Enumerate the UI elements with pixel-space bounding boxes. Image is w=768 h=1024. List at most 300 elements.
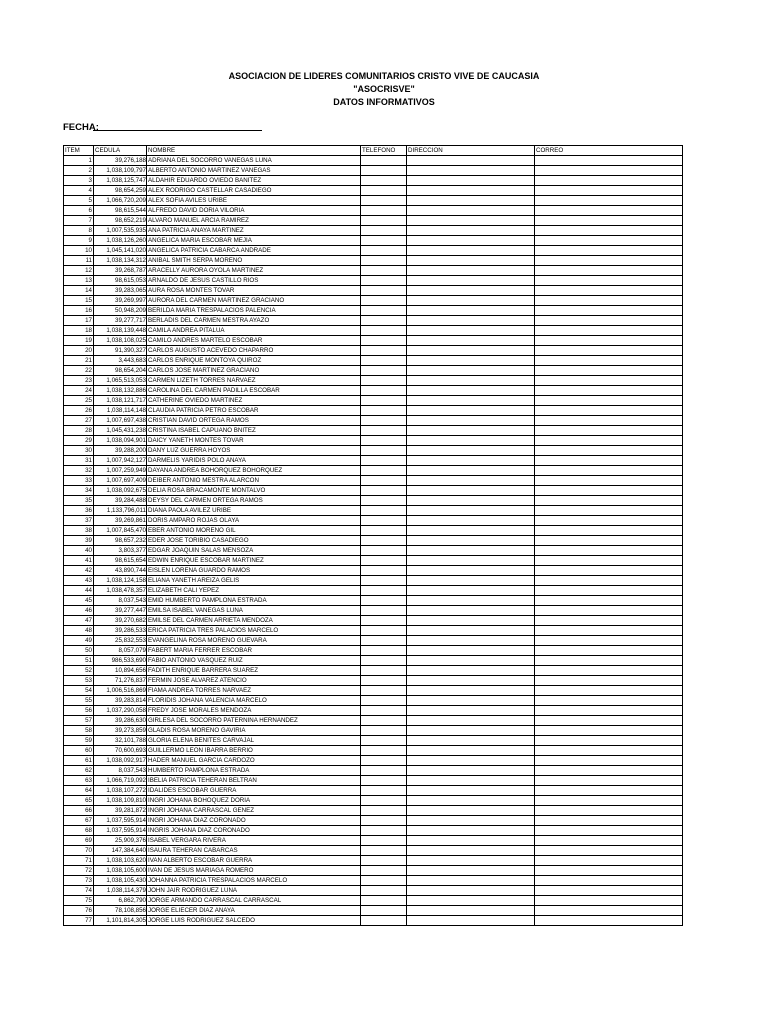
cell-telefono[interactable] — [361, 846, 407, 856]
cell-telefono[interactable] — [361, 736, 407, 746]
cell-correo[interactable] — [535, 226, 683, 236]
cell-direccion[interactable] — [407, 516, 535, 526]
cell-correo[interactable] — [535, 786, 683, 796]
cell-correo[interactable] — [535, 866, 683, 876]
cell-direccion[interactable] — [407, 916, 535, 926]
cell-telefono[interactable] — [361, 456, 407, 466]
cell-direccion[interactable] — [407, 216, 535, 226]
table-row — [64, 906, 683, 916]
cell-direccion[interactable] — [407, 306, 535, 316]
table-row — [64, 156, 683, 166]
cell-telefono[interactable] — [361, 396, 407, 406]
cell-telefono[interactable] — [361, 696, 407, 706]
cell-correo[interactable] — [535, 376, 683, 386]
cell-telefono[interactable] — [361, 536, 407, 546]
cell-direccion[interactable] — [407, 486, 535, 496]
fecha-field[interactable] — [93, 130, 262, 131]
cell-direccion[interactable] — [407, 766, 535, 776]
cell-direccion[interactable] — [407, 366, 535, 376]
cell-correo[interactable] — [535, 886, 683, 896]
cell-telefono[interactable] — [361, 306, 407, 316]
cell-correo[interactable] — [535, 666, 683, 676]
cell-nombre: CARLOS JOSE MARTINEZ GRACIANO — [147, 366, 361, 376]
cell-correo[interactable] — [535, 296, 683, 306]
cell-direccion[interactable] — [407, 656, 535, 666]
col-nombre: NOMBRE — [147, 146, 361, 156]
cell-direccion[interactable] — [407, 326, 535, 336]
cell-telefono[interactable] — [361, 206, 407, 216]
cell-direccion[interactable] — [407, 566, 535, 576]
cell-direccion[interactable] — [407, 896, 535, 906]
cell-correo[interactable] — [535, 386, 683, 396]
cell-direccion[interactable] — [407, 736, 535, 746]
cell-correo[interactable] — [535, 826, 683, 836]
cell-telefono[interactable] — [361, 356, 407, 366]
cell-nombre: ALEX RODRIGO CASTELLAR CASADIEGO — [147, 186, 361, 196]
cell-direccion[interactable] — [407, 726, 535, 736]
cell-direccion[interactable] — [407, 876, 535, 886]
cell-telefono[interactable] — [361, 466, 407, 476]
cell-correo[interactable] — [535, 316, 683, 326]
cell-direccion[interactable] — [407, 496, 535, 506]
cell-direccion[interactable] — [407, 616, 535, 626]
table-row — [64, 286, 683, 296]
cell-correo[interactable] — [535, 246, 683, 256]
cell-correo[interactable] — [535, 606, 683, 616]
cell-correo[interactable] — [535, 436, 683, 446]
cell-nombre: ANGELICA PATRICIA CABARCA ANDRADE — [147, 246, 361, 256]
cell-correo[interactable] — [535, 466, 683, 476]
cell-direccion[interactable] — [407, 906, 535, 916]
cell-correo[interactable] — [535, 276, 683, 286]
cell-telefono[interactable] — [361, 346, 407, 356]
cell-direccion[interactable] — [407, 536, 535, 546]
cell-correo[interactable] — [535, 236, 683, 246]
cell-cedula: 50,948,209 — [94, 306, 147, 316]
cell-telefono[interactable] — [361, 656, 407, 666]
cell-cedula: 1,007,697,438 — [94, 416, 147, 426]
cell-telefono[interactable] — [361, 336, 407, 346]
table-row — [64, 776, 683, 786]
cell-correo[interactable] — [535, 836, 683, 846]
table-row — [64, 396, 683, 406]
cell-direccion[interactable] — [407, 346, 535, 356]
cell-telefono[interactable] — [361, 636, 407, 646]
cell-correo[interactable] — [535, 326, 683, 336]
cell-correo[interactable] — [535, 216, 683, 226]
cell-correo[interactable] — [535, 256, 683, 266]
cell-telefono[interactable] — [361, 366, 407, 376]
cell-telefono[interactable] — [361, 646, 407, 656]
cell-direccion[interactable] — [407, 886, 535, 896]
cell-telefono[interactable] — [361, 226, 407, 236]
cell-correo[interactable] — [535, 186, 683, 196]
cell-telefono[interactable] — [361, 546, 407, 556]
cell-correo[interactable] — [535, 346, 683, 356]
col-cedula: CEDULA — [94, 146, 147, 156]
cell-direccion[interactable] — [407, 296, 535, 306]
cell-telefono[interactable] — [361, 676, 407, 686]
cell-direccion[interactable] — [407, 666, 535, 676]
cell-item: 19 — [64, 336, 94, 346]
cell-telefono[interactable] — [361, 156, 407, 166]
cell-cedula: 1,007,942,127 — [94, 456, 147, 466]
cell-cedula: 98,615,654 — [94, 556, 147, 566]
cell-correo[interactable] — [535, 416, 683, 426]
table-row — [64, 866, 683, 876]
cell-item: 8 — [64, 226, 94, 236]
cell-direccion[interactable] — [407, 866, 535, 876]
cell-direccion[interactable] — [407, 386, 535, 396]
cell-telefono[interactable] — [361, 286, 407, 296]
cell-direccion[interactable] — [407, 696, 535, 706]
table-row — [64, 356, 683, 366]
table-row — [64, 536, 683, 546]
table-row — [64, 596, 683, 606]
cell-telefono[interactable] — [361, 326, 407, 336]
cell-correo[interactable] — [535, 446, 683, 456]
cell-correo[interactable] — [535, 196, 683, 206]
cell-direccion[interactable] — [407, 436, 535, 446]
cell-telefono[interactable] — [361, 376, 407, 386]
cell-telefono[interactable] — [361, 866, 407, 876]
cell-telefono[interactable] — [361, 796, 407, 806]
cell-item: 52 — [64, 666, 94, 676]
table-row — [64, 826, 683, 836]
cell-direccion[interactable] — [407, 276, 535, 286]
cell-item: 27 — [64, 416, 94, 426]
cell-telefono[interactable] — [361, 476, 407, 486]
cell-correo[interactable] — [535, 636, 683, 646]
cell-telefono[interactable] — [361, 556, 407, 566]
cell-cedula: 1,038,108,025 — [94, 336, 147, 346]
cell-cedula: 1,038,092,675 — [94, 486, 147, 496]
cell-telefono[interactable] — [361, 216, 407, 226]
cell-telefono[interactable] — [361, 186, 407, 196]
cell-telefono[interactable] — [361, 826, 407, 836]
cell-telefono[interactable] — [361, 596, 407, 606]
cell-correo[interactable] — [535, 356, 683, 366]
cell-correo[interactable] — [535, 306, 683, 316]
cell-direccion[interactable] — [407, 816, 535, 826]
cell-cedula: 8,037,543 — [94, 596, 147, 606]
cell-correo[interactable] — [535, 366, 683, 376]
cell-direccion[interactable] — [407, 446, 535, 456]
cell-correo[interactable] — [535, 576, 683, 586]
cell-telefono[interactable] — [361, 756, 407, 766]
cell-telefono[interactable] — [361, 686, 407, 696]
cell-direccion[interactable] — [407, 586, 535, 596]
cell-cedula: 1,038,478,357 — [94, 586, 147, 596]
cell-direccion[interactable] — [407, 166, 535, 176]
table-row — [64, 326, 683, 336]
cell-direccion[interactable] — [407, 716, 535, 726]
cell-telefono[interactable] — [361, 386, 407, 396]
table-row — [64, 406, 683, 416]
cell-direccion[interactable] — [407, 406, 535, 416]
cell-correo[interactable] — [535, 506, 683, 516]
cell-correo[interactable] — [535, 746, 683, 756]
cell-correo[interactable] — [535, 766, 683, 776]
cell-direccion[interactable] — [407, 846, 535, 856]
cell-telefono[interactable] — [361, 276, 407, 286]
cell-cedula: 39,286,533 — [94, 626, 147, 636]
cell-cedula: 1,038,105,430 — [94, 876, 147, 886]
table-row — [64, 656, 683, 666]
cell-direccion[interactable] — [407, 626, 535, 636]
cell-telefono[interactable] — [361, 516, 407, 526]
cell-direccion[interactable] — [407, 646, 535, 656]
cell-direccion[interactable] — [407, 806, 535, 816]
cell-correo[interactable] — [535, 556, 683, 566]
cell-telefono[interactable] — [361, 626, 407, 636]
cell-telefono[interactable] — [361, 166, 407, 176]
cell-nombre: EDWIN ENRIQUE ESCOBAR MARTINEZ — [147, 556, 361, 566]
cell-correo[interactable] — [535, 456, 683, 466]
cell-nombre: EMILSA ISABEL VANEGAS LUNA — [147, 606, 361, 616]
cell-cedula: 39,281,872 — [94, 806, 147, 816]
cell-telefono[interactable] — [361, 566, 407, 576]
cell-correo[interactable] — [535, 406, 683, 416]
cell-nombre: CRISTIAN DAVID ORTEGA RAMOS — [147, 416, 361, 426]
cell-telefono[interactable] — [361, 526, 407, 536]
cell-direccion[interactable] — [407, 246, 535, 256]
cell-direccion[interactable] — [407, 606, 535, 616]
cell-direccion[interactable] — [407, 576, 535, 586]
cell-direccion[interactable] — [407, 206, 535, 216]
cell-direccion[interactable] — [407, 856, 535, 866]
cell-correo[interactable] — [535, 906, 683, 916]
table-row — [64, 196, 683, 206]
cell-telefono[interactable] — [361, 236, 407, 246]
cell-cedula: 39,286,630 — [94, 716, 147, 726]
cell-direccion[interactable] — [407, 706, 535, 716]
cell-direccion[interactable] — [407, 776, 535, 786]
cell-direccion[interactable] — [407, 476, 535, 486]
cell-direccion[interactable] — [407, 836, 535, 846]
cell-direccion[interactable] — [407, 786, 535, 796]
cell-telefono[interactable] — [361, 746, 407, 756]
cell-direccion[interactable] — [407, 416, 535, 426]
cell-correo[interactable] — [535, 426, 683, 436]
cell-direccion[interactable] — [407, 256, 535, 266]
cell-telefono[interactable] — [361, 906, 407, 916]
cell-correo[interactable] — [535, 286, 683, 296]
cell-direccion[interactable] — [407, 356, 535, 366]
cell-telefono[interactable] — [361, 406, 407, 416]
cell-correo[interactable] — [535, 856, 683, 866]
cell-correo[interactable] — [535, 776, 683, 786]
cell-item: 49 — [64, 636, 94, 646]
table-header-row — [64, 146, 683, 156]
cell-direccion[interactable] — [407, 636, 535, 646]
cell-nombre: ARACELLY AURORA OYOLA MARTINEZ — [147, 266, 361, 276]
cell-cedula: 98,654,259 — [94, 186, 147, 196]
cell-correo[interactable] — [535, 586, 683, 596]
cell-telefono[interactable] — [361, 486, 407, 496]
cell-item: 71 — [64, 856, 94, 866]
cell-nombre: CLAUDIA PATRICIA PETRO ESCOBAR — [147, 406, 361, 416]
cell-correo[interactable] — [535, 206, 683, 216]
cell-telefono[interactable] — [361, 836, 407, 846]
cell-correo[interactable] — [535, 656, 683, 666]
cell-nombre: EMILSE DEL CARMEN ARRIETA MENDOZA — [147, 616, 361, 626]
cell-correo[interactable] — [535, 876, 683, 886]
cell-telefono[interactable] — [361, 896, 407, 906]
cell-telefono[interactable] — [361, 496, 407, 506]
cell-item: 56 — [64, 706, 94, 716]
cell-direccion[interactable] — [407, 526, 535, 536]
cell-cedula: 1,066,720,209 — [94, 196, 147, 206]
cell-telefono[interactable] — [361, 776, 407, 786]
cell-nombre: DEYSY DEL CARMEN ORTEGA RAMOS — [147, 496, 361, 506]
cell-correo[interactable] — [535, 396, 683, 406]
cell-telefono[interactable] — [361, 246, 407, 256]
cell-direccion[interactable] — [407, 186, 535, 196]
table-row — [64, 176, 683, 186]
cell-correo[interactable] — [535, 336, 683, 346]
cell-telefono[interactable] — [361, 876, 407, 886]
table-row — [64, 856, 683, 866]
table-row — [64, 586, 683, 596]
cell-telefono[interactable] — [361, 296, 407, 306]
cell-telefono[interactable] — [361, 716, 407, 726]
cell-item: 45 — [64, 596, 94, 606]
cell-telefono[interactable] — [361, 616, 407, 626]
cell-cedula: 25,909,376 — [94, 836, 147, 846]
cell-correo[interactable] — [535, 696, 683, 706]
cell-direccion[interactable] — [407, 426, 535, 436]
cell-correo[interactable] — [535, 726, 683, 736]
cell-telefono[interactable] — [361, 766, 407, 776]
cell-item: 39 — [64, 536, 94, 546]
cell-correo[interactable] — [535, 806, 683, 816]
cell-correo[interactable] — [535, 536, 683, 546]
cell-correo[interactable] — [535, 646, 683, 656]
cell-correo[interactable] — [535, 736, 683, 746]
cell-correo[interactable] — [535, 896, 683, 906]
cell-direccion[interactable] — [407, 196, 535, 206]
cell-direccion[interactable] — [407, 176, 535, 186]
table-row — [64, 366, 683, 376]
cell-telefono[interactable] — [361, 586, 407, 596]
cell-cedula: 6,862,790 — [94, 896, 147, 906]
cell-correo[interactable] — [535, 596, 683, 606]
cell-direccion[interactable] — [407, 466, 535, 476]
cell-telefono[interactable] — [361, 266, 407, 276]
cell-correo[interactable] — [535, 626, 683, 636]
cell-direccion[interactable] — [407, 376, 535, 386]
cell-telefono[interactable] — [361, 436, 407, 446]
cell-direccion[interactable] — [407, 796, 535, 806]
cell-direccion[interactable] — [407, 286, 535, 296]
cell-telefono[interactable] — [361, 176, 407, 186]
cell-direccion[interactable] — [407, 456, 535, 466]
cell-cedula: 1,066,719,092 — [94, 776, 147, 786]
cell-correo[interactable] — [535, 566, 683, 576]
cell-telefono[interactable] — [361, 256, 407, 266]
cell-telefono[interactable] — [361, 886, 407, 896]
table-row — [64, 756, 683, 766]
cell-item: 38 — [64, 526, 94, 536]
cell-correo[interactable] — [535, 266, 683, 276]
cell-item: 57 — [64, 716, 94, 726]
cell-telefono[interactable] — [361, 196, 407, 206]
cell-direccion[interactable] — [407, 316, 535, 326]
cell-telefono[interactable] — [361, 916, 407, 926]
cell-item: 48 — [64, 626, 94, 636]
cell-correo[interactable] — [535, 496, 683, 506]
cell-telefono[interactable] — [361, 416, 407, 426]
cell-item: 51 — [64, 656, 94, 666]
cell-correo[interactable] — [535, 486, 683, 496]
cell-direccion[interactable] — [407, 506, 535, 516]
cell-correo[interactable] — [535, 156, 683, 166]
cell-correo[interactable] — [535, 686, 683, 696]
cell-direccion[interactable] — [407, 746, 535, 756]
cell-telefono[interactable] — [361, 576, 407, 586]
cell-direccion[interactable] — [407, 236, 535, 246]
cell-correo[interactable] — [535, 526, 683, 536]
cell-item: 26 — [64, 406, 94, 416]
cell-direccion[interactable] — [407, 156, 535, 166]
cell-correo[interactable] — [535, 846, 683, 856]
cell-correo[interactable] — [535, 916, 683, 926]
cell-correo[interactable] — [535, 676, 683, 686]
cell-cedula: 39,283,814 — [94, 696, 147, 706]
cell-correo[interactable] — [535, 166, 683, 176]
cell-direccion[interactable] — [407, 396, 535, 406]
cell-telefono[interactable] — [361, 706, 407, 716]
cell-direccion[interactable] — [407, 336, 535, 346]
cell-telefono[interactable] — [361, 856, 407, 866]
cell-correo[interactable] — [535, 616, 683, 626]
cell-correo[interactable] — [535, 716, 683, 726]
cell-direccion[interactable] — [407, 266, 535, 276]
cell-correo[interactable] — [535, 516, 683, 526]
cell-telefono[interactable] — [361, 446, 407, 456]
cell-direccion[interactable] — [407, 226, 535, 236]
cell-telefono[interactable] — [361, 666, 407, 676]
cell-correo[interactable] — [535, 816, 683, 826]
cell-correo[interactable] — [535, 796, 683, 806]
cell-telefono[interactable] — [361, 426, 407, 436]
cell-telefono[interactable] — [361, 726, 407, 736]
cell-nombre: CRISTINA ISABEL CAPUANO BNITEZ — [147, 426, 361, 436]
cell-telefono[interactable] — [361, 806, 407, 816]
cell-direccion[interactable] — [407, 826, 535, 836]
cell-direccion[interactable] — [407, 546, 535, 556]
cell-correo[interactable] — [535, 546, 683, 556]
cell-correo[interactable] — [535, 476, 683, 486]
cell-cedula: 1,133,796,011 — [94, 506, 147, 516]
cell-correo[interactable] — [535, 756, 683, 766]
cell-direccion[interactable] — [407, 686, 535, 696]
cell-telefono[interactable] — [361, 606, 407, 616]
cell-correo[interactable] — [535, 176, 683, 186]
cell-telefono[interactable] — [361, 816, 407, 826]
cell-direccion[interactable] — [407, 676, 535, 686]
cell-direccion[interactable] — [407, 596, 535, 606]
cell-telefono[interactable] — [361, 506, 407, 516]
cell-correo[interactable] — [535, 706, 683, 716]
cell-telefono[interactable] — [361, 316, 407, 326]
cell-telefono[interactable] — [361, 786, 407, 796]
cell-nombre: JORGE ARMANDO CARRASCAL CARRASCAL — [147, 896, 361, 906]
cell-direccion[interactable] — [407, 756, 535, 766]
table-row — [64, 186, 683, 196]
cell-direccion[interactable] — [407, 556, 535, 566]
